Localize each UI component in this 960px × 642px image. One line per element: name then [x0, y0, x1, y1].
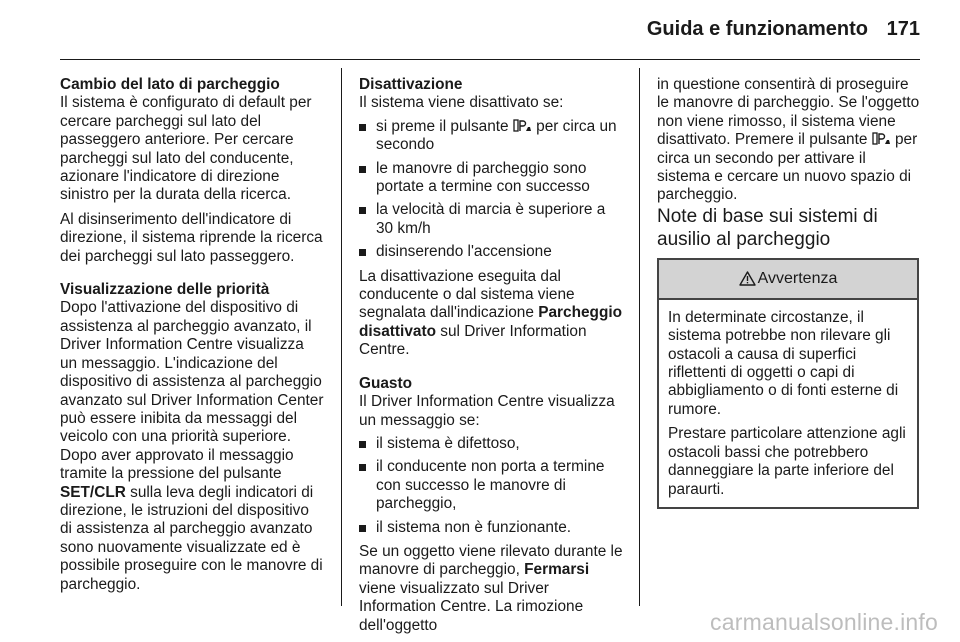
- list-item: [359, 458, 623, 513]
- text-column-2: [359, 76, 623, 635]
- warning-label: Avvertenza: [757, 269, 838, 287]
- chapter-title: Guida e funzionamento: [646, 18, 868, 40]
- text-run: il conducente non porta a termine con successo le manovre di parcheggio,: [376, 458, 605, 513]
- column-divider: [341, 68, 342, 606]
- subsection-title: Cambio del lato di parcheggio: [60, 76, 280, 93]
- text-run: sulla leva degli indicatori di direzione, le istruzioni del dispositivo di assistenza al parcheggio avanzato sono nuovamente visualizzate ed è possibile proseguire con le manovre di parcheggio.: [60, 483, 323, 593]
- display-message: Fermarsi: [524, 561, 590, 579]
- paragraph: Al disinserimento dell'indicatore di direzione, il sistema riprende la ricerca dei parcheggi sul lato passeggero.: [60, 210, 323, 265]
- bullet-icon: [359, 525, 366, 532]
- bullet-icon: [359, 249, 366, 256]
- text-run: sul Driver Information Centre.: [359, 322, 587, 359]
- paragraph: In determinate circostanze, il sistema potrebbe non rilevare gli ostacoli a causa di superfici riflettenti di oggetti o capi di abbigliamento o di fonti esterne di rumore.: [668, 308, 899, 418]
- text-run: il sistema non è funzionante.: [376, 518, 572, 536]
- paragraph: Il sistema viene disattivato se:: [359, 94, 564, 112]
- paragraph: [657, 76, 921, 205]
- display-message: Parcheggio disattivato: [359, 304, 623, 340]
- bullet-icon: [359, 166, 366, 173]
- parking-assist-icon: [513, 119, 532, 133]
- warning-content: [659, 300, 917, 507]
- text-column-3: [657, 76, 921, 509]
- list-item: [359, 201, 623, 238]
- list-item: [359, 519, 623, 537]
- warning-header: [659, 260, 917, 300]
- bullet-list: [359, 118, 623, 262]
- section-heading: Note di base sui sistemi di ausilio al parcheggio: [657, 205, 878, 250]
- paragraph: Il sistema è configurato di default per cercare parcheggi sul lato del passeggero anteriore. Per cercare parcheggi sul lato del conducente, azionare l'indicatore di direzione sinistro per la durata della ricerca.: [60, 94, 312, 204]
- bullet-icon: [359, 464, 366, 471]
- text-run: si preme il pulsante: [376, 117, 513, 135]
- page-number: 171: [886, 18, 920, 40]
- warning-box: [657, 258, 919, 509]
- page-header: [0, 0, 960, 60]
- text-run: le manovre di parcheggio sono portate a termine con successo: [376, 159, 590, 196]
- text-run: per circa un secondo: [376, 117, 617, 154]
- text-run: il sistema è difettoso,: [376, 434, 520, 452]
- parking-assist-icon: [872, 132, 891, 146]
- paragraph: [359, 268, 623, 360]
- text-column-1: [60, 76, 324, 594]
- paragraph: [359, 543, 623, 635]
- paragraph: [60, 299, 324, 594]
- bullet-icon: [359, 441, 366, 448]
- subsection-title: Disattivazione: [359, 76, 463, 93]
- subsection-title: Visualizzazione delle priorità: [60, 281, 270, 299]
- bullet-icon: [359, 207, 366, 214]
- watermark: carmanualsonline.info: [710, 609, 938, 635]
- text-run: in questione consentirà di proseguire le manovre di parcheggio. Se l'oggetto non viene rimosso, il sistema viene disattivato. Premere il pulsante: [657, 76, 920, 149]
- text-run: la velocità di marcia è superiore a 30 km/h: [376, 201, 606, 237]
- text-run: per circa un secondo per attivare il sistema e cercare un nuovo spazio di parcheggio.: [657, 131, 918, 204]
- bullet-list: [359, 435, 623, 537]
- list-item: [359, 243, 623, 261]
- text-run: Se un oggetto viene rilevato durante le manovre di parcheggio,: [359, 542, 623, 579]
- text-run: disinserendo l'accensione: [376, 243, 552, 261]
- text-run: viene visualizzato sul Driver Information Centre. La rimozione dell'oggetto: [359, 579, 584, 634]
- list-item: [359, 118, 623, 155]
- list-item: [359, 435, 623, 453]
- header-divider: [60, 59, 920, 60]
- text-run: Dopo l'attivazione del dispositivo di assistenza al parcheggio avanzato, il Driver Information Centre visualizza un messaggio. L'indicazione del dispositivo di assistenza al parcheggio avanzato sul Driver Information Center può essere inibita da messaggi del veicolo con una priorità superiore. Dopo aver approvato il messaggio tramite la pressione del pulsante: [60, 299, 324, 483]
- list-item: [359, 160, 623, 197]
- column-divider: [639, 68, 640, 606]
- warning-triangle-icon: [739, 271, 756, 286]
- button-name: SET/CLR: [60, 483, 126, 501]
- paragraph: Prestare particolare attenzione agli ostacoli bassi che potrebbero danneggiare la parte inferiore del paraurti.: [668, 425, 906, 498]
- text-run: La disattivazione eseguita dal conducente o dal sistema viene segnalata dall'indicazione: [359, 267, 575, 322]
- paragraph: Il Driver Information Centre visualizza un messaggio se:: [359, 393, 615, 429]
- bullet-icon: [359, 124, 366, 131]
- subsection-title: Guasto: [359, 374, 413, 392]
